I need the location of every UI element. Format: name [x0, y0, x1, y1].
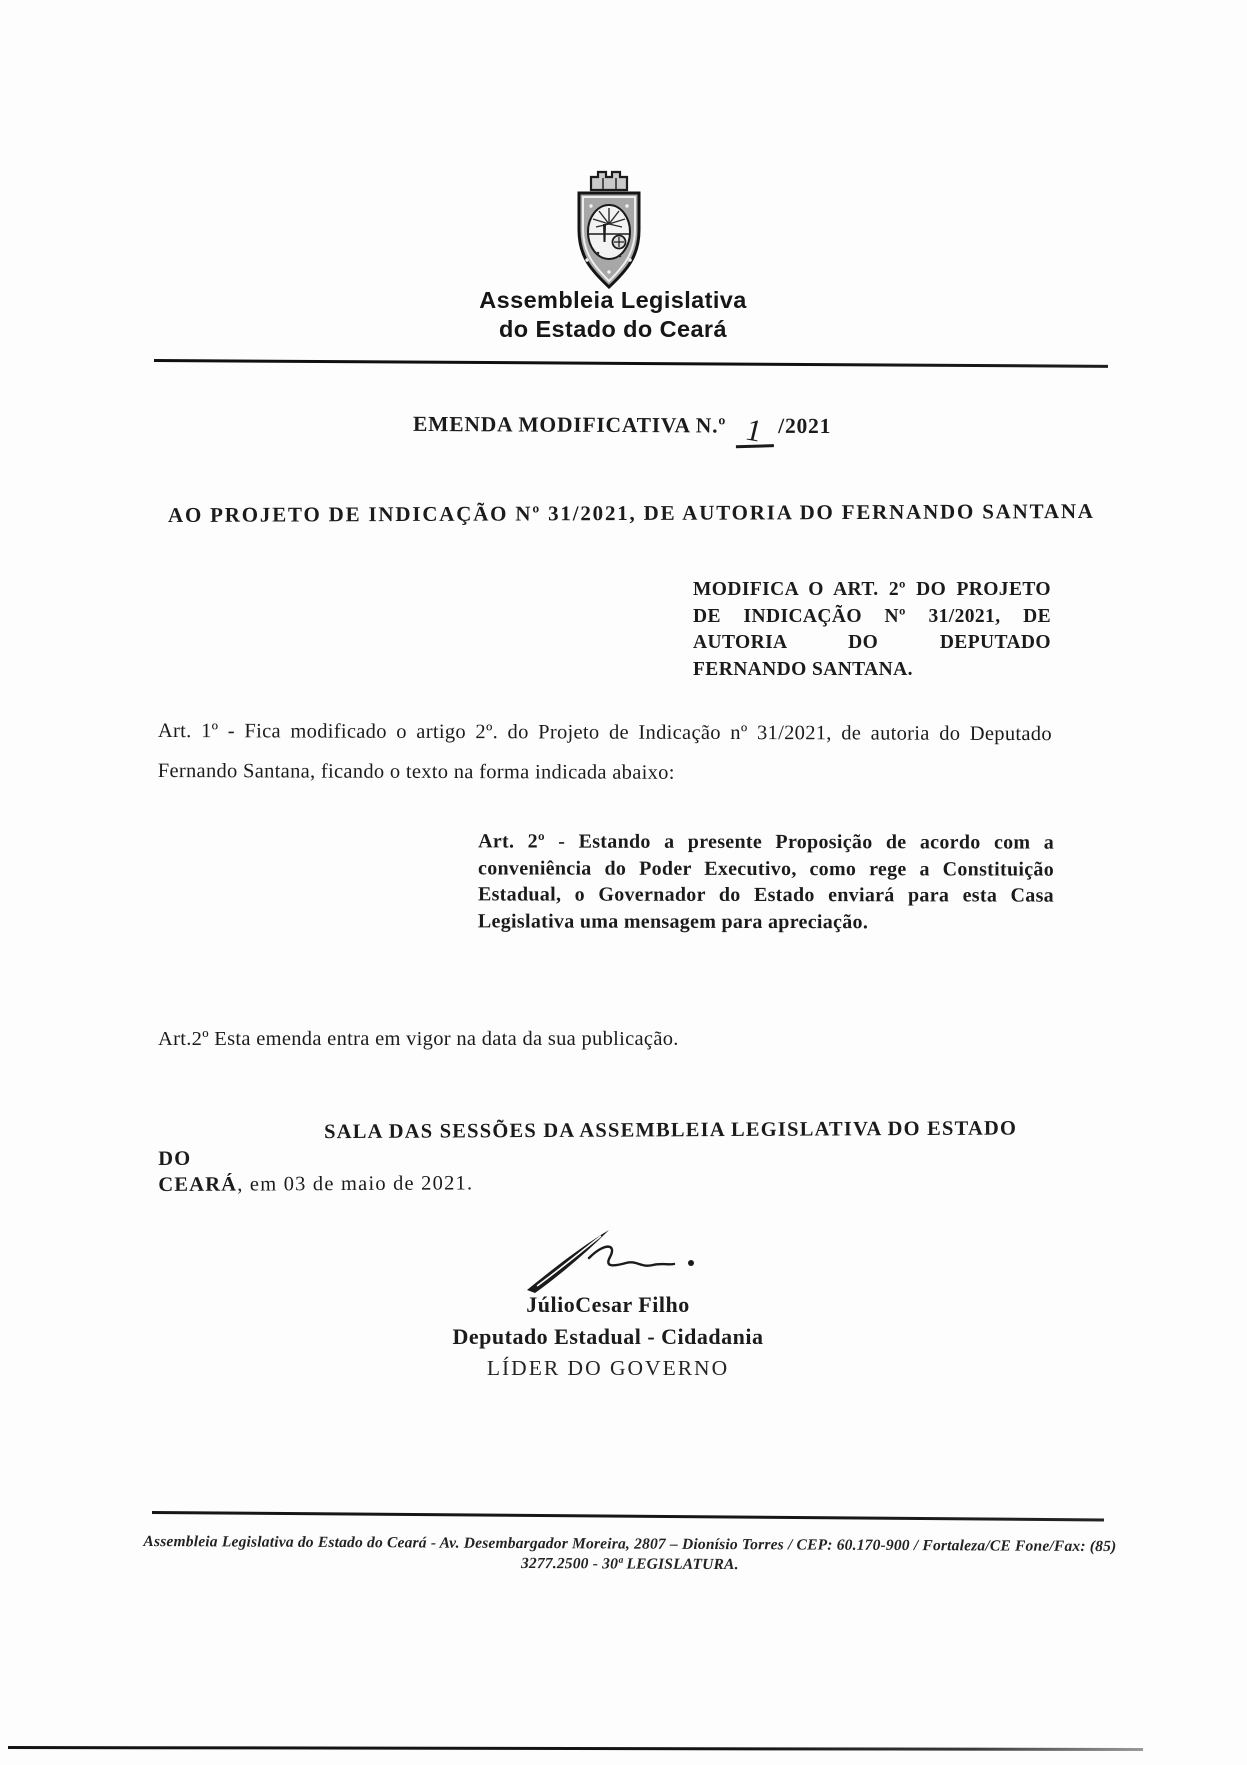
org-line-1: Assembleia Legislativa [479, 287, 747, 313]
footer-divider-line [152, 1511, 1104, 1521]
article-1-paragraph: Art. 1º - Fica modificado o artigo 2º. do Projeto de Indicação nº 31/2021, de autoria do Deputado Fernando Santana, ficando o texto na forma indicada abaixo: [157, 719, 1052, 784]
ementa-block: MODIFICA O ART. 2º DO PROJETO DE INDICAÇÃO Nº 31/2021, DE AUTORIA DO DEPUTADO FERNANDO SANTANA. [693, 579, 1051, 680]
footer-line-1: Assembleia Legislativa do Estado do Ceará - Av. Desembargador Moreira, 2807 – Dionísio Torres / CEP: 60.170-900 / Fortaleza/CE Fone/Fax: (85) [143, 1533, 1117, 1556]
document-title [413, 412, 831, 449]
org-line-2: do Estado do Ceará [499, 316, 727, 342]
title-prefix: EMENDA MODIFICATIVA N.º [412, 411, 727, 438]
handwritten-signature-icon [523, 1224, 703, 1302]
footer-line-2: 3277.2500 - 30ª LEGISLATURA. [520, 1554, 739, 1574]
addressee-line: AO PROJETO DE INDICAÇÃO Nº 31/2021, DE AUTORIA DO FERNANDO SANTANA [167, 498, 1095, 527]
header-divider-line [154, 359, 1108, 368]
quoted-article-block: Art. 2º - Estando a presente Proposição de acordo com a conveniência do Poder Executivo, como rege a Constituição Estadual, o Governador do Estado enviará para esta Casa Legislativa uma mensagem para apreciação. [477, 830, 1055, 933]
signatory-name: JúlioCesar Filho [526, 1292, 690, 1317]
scan-artifact-line [8, 1746, 1143, 1751]
closing-place: CEARÁ [158, 1173, 238, 1196]
signatory-role: Deputado Estadual - Cidadania [452, 1324, 764, 1349]
closing-date: , em 03 de maio de 2021. [237, 1172, 474, 1196]
closing-line1: SALA DAS SESSÕES DA ASSEMBLEIA LEGISLATIVA DO ESTADO DO [158, 1117, 1018, 1170]
handwritten-number: 1 [745, 411, 764, 450]
footer-address [140, 1532, 1120, 1577]
signatory-leadership-title: LÍDER DO GOVERNO [486, 1356, 730, 1380]
organization-name [428, 286, 798, 344]
closing-paragraph [158, 1115, 1054, 1198]
article-2-paragraph: Art.2º Esta emenda entra em vigor na data da sua publicação. [158, 1028, 679, 1050]
handwritten-number-field [734, 411, 774, 450]
title-suffix: /2021 [778, 413, 832, 439]
ceara-coat-of-arms-icon [558, 168, 666, 294]
